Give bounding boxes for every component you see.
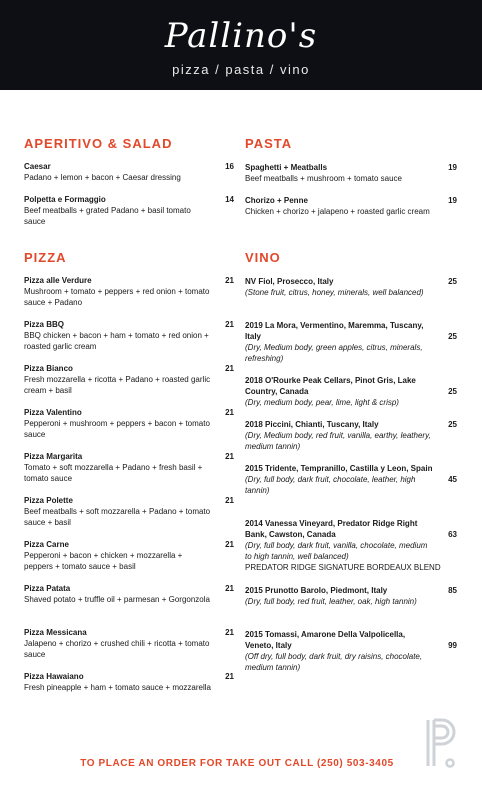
- item-note: PREDATOR RIDGE SIGNATURE BORDEAUX BLEND: [245, 563, 441, 572]
- order-callout: [0, 758, 482, 769]
- item-price: 21: [225, 628, 234, 637]
- item-price: 21: [225, 540, 234, 549]
- menu-item: [24, 539, 234, 572]
- item-price: 21: [225, 452, 234, 461]
- item-price: 99: [448, 641, 457, 650]
- wine-item: [245, 585, 457, 607]
- item-name: Caesar: [24, 162, 51, 171]
- item-price: 19: [448, 163, 457, 172]
- item-description: Mushroom + tomato + peppers + red onion + tomato sauce + Padano: [24, 287, 210, 307]
- menu-item: [24, 451, 234, 484]
- item-name: 2018 Piccini, Chianti, Tuscany, Italy: [245, 420, 379, 429]
- item-name: 2019 La Mora, Vermentino, Maremma, Tuscany, Italy: [245, 321, 424, 341]
- section-title-vino: VINO: [245, 250, 281, 265]
- item-price: 63: [448, 530, 457, 539]
- section-title-aperitivo: APERITIVO & SALAD: [24, 136, 173, 151]
- item-name: Pizza Polette: [24, 496, 73, 505]
- item-description: Fresh pineapple + ham + tomato sauce + mozzarella: [24, 683, 211, 692]
- left-column: [24, 0, 234, 792]
- wine-item: [245, 375, 457, 408]
- item-description: Pepperoni + mushroom + peppers + bacon + tomato sauce: [24, 419, 210, 439]
- item-description: Beef meatballs + mushroom + tomato sauce: [245, 174, 402, 183]
- menu-item: [24, 671, 234, 693]
- item-description: BBQ chicken + bacon + ham + tomato + red onion + roasted garlic cream: [24, 331, 209, 351]
- wine-item: [245, 419, 457, 452]
- menu-item: [245, 195, 457, 217]
- menu-item: [24, 495, 234, 528]
- menu-item: [24, 194, 234, 227]
- item-name: 2018 O'Rourke Peak Cellars, Pinot Gris, Lake Country, Canada: [245, 376, 416, 396]
- item-description: (Off dry, full body, dark fruit, dry raisins, chocolate, medium tannin): [245, 652, 423, 672]
- menu-item: [24, 583, 234, 605]
- menu-item: [24, 627, 234, 660]
- wine-item: [245, 463, 457, 496]
- item-description: (Dry, full body, red fruit, leather, oak, high tannin): [245, 597, 417, 606]
- item-price: 19: [448, 196, 457, 205]
- item-description: (Stone fruit, citrus, honey, minerals, well balanced): [245, 288, 424, 297]
- wine-item: [245, 518, 457, 573]
- item-name: Pizza alle Verdure: [24, 276, 92, 285]
- section-title-pizza: PIZZA: [24, 250, 67, 265]
- menu-item: [24, 363, 234, 396]
- item-description: Shaved potato + truffle oil + parmesan + Gorgonzola: [24, 595, 210, 604]
- item-description: Pepperoni + bacon + chicken + mozzarella + peppers + tomato sauce + basil: [24, 551, 183, 571]
- item-name: Polpetta e Formaggio: [24, 195, 106, 204]
- item-description: Tomato + soft mozzarella + Padano + fresh basil + tomato sauce: [24, 463, 203, 483]
- item-price: 21: [225, 584, 234, 593]
- item-description: Fresh mozzarella + ricotta + Padano + roasted garlic cream + basil: [24, 375, 211, 395]
- item-description: (Dry, full body, dark fruit, vanilla, chocolate, medium to high tannin, well balanced): [245, 541, 428, 561]
- item-price: 16: [225, 162, 234, 171]
- wine-item: [245, 276, 457, 298]
- item-description: (Dry, Medium body, red fruit, vanilla, earthy, leathery, medium tannin): [245, 431, 431, 451]
- item-price: 25: [448, 332, 457, 341]
- item-price: 21: [225, 496, 234, 505]
- item-name: Pizza Patata: [24, 584, 71, 593]
- menu-item: [24, 275, 234, 308]
- item-price: 85: [448, 586, 457, 595]
- item-name: 2015 Tridente, Tempranillo, Castilla y Leon, Spain: [245, 464, 433, 473]
- menu-item: [24, 407, 234, 440]
- tagline: pizza / pasta / vino: [172, 62, 310, 77]
- item-price: 25: [448, 277, 457, 286]
- item-description: Jalapeno + chorizo + crushed chili + ricotta + tomato sauce: [24, 639, 210, 659]
- menu-item: [24, 319, 234, 352]
- item-price: 21: [225, 320, 234, 329]
- section-title-pasta: PASTA: [245, 136, 293, 151]
- item-name: 2015 Tomassi, Amarone Della Valpolicella, Veneto, Italy: [245, 630, 406, 650]
- item-price: 25: [448, 387, 457, 396]
- item-description: (Dry, medium body, pear, lime, light & crisp): [245, 398, 399, 407]
- item-price: 14: [225, 195, 234, 204]
- item-price: 25: [448, 420, 457, 429]
- item-description: Padano + lemon + bacon + Caesar dressing: [24, 173, 181, 182]
- item-name: Pizza Hawaiano: [24, 672, 84, 681]
- item-name: 2014 Vanessa Vineyard, Predator Ridge Right Bank, Cawston, Canada: [245, 519, 418, 539]
- item-name: Pizza Messicana: [24, 628, 87, 637]
- item-name: 2015 Prunotto Barolo, Piedmont, Italy: [245, 586, 388, 595]
- item-name: Pizza Margarita: [24, 452, 83, 461]
- brand-logo: Pallino's: [164, 16, 318, 56]
- menu-item: [24, 161, 234, 183]
- item-name: NV Fiol, Prosecco, Italy: [245, 277, 334, 286]
- menu-item: [245, 162, 457, 184]
- item-description: (Dry, Medium body, green apples, citrus, minerals, refreshing): [245, 343, 423, 363]
- item-description: Beef meatballs + grated Padano + basil tomato sauce: [24, 206, 191, 226]
- item-description: (Dry, full body, dark fruit, chocolate, leather, high tannin): [245, 475, 416, 495]
- item-price: 21: [225, 364, 234, 373]
- right-column: [245, 0, 457, 792]
- item-description: Beef meatballs + soft mozzarella + Padano + tomato sauce + basil: [24, 507, 211, 527]
- item-name: Pizza Carne: [24, 540, 69, 549]
- item-price: 45: [448, 475, 457, 484]
- item-description: Chicken + chorizo + jalapeno + roasted garlic cream: [245, 207, 430, 216]
- item-name: Pizza BBQ: [24, 320, 65, 329]
- order-phone-text: TO PLACE AN ORDER FOR TAKE OUT CALL (250) 503-3405: [80, 758, 394, 769]
- item-price: 21: [225, 408, 234, 417]
- wine-item: [245, 320, 457, 364]
- wine-item: [245, 629, 457, 673]
- item-price: 21: [225, 672, 234, 681]
- item-name: Pizza Valentino: [24, 408, 82, 417]
- item-name: Spaghetti + Meatballs: [245, 163, 328, 172]
- item-name: Chorizo + Penne: [245, 196, 308, 205]
- item-price: 21: [225, 276, 234, 285]
- item-name: Pizza Bianco: [24, 364, 73, 373]
